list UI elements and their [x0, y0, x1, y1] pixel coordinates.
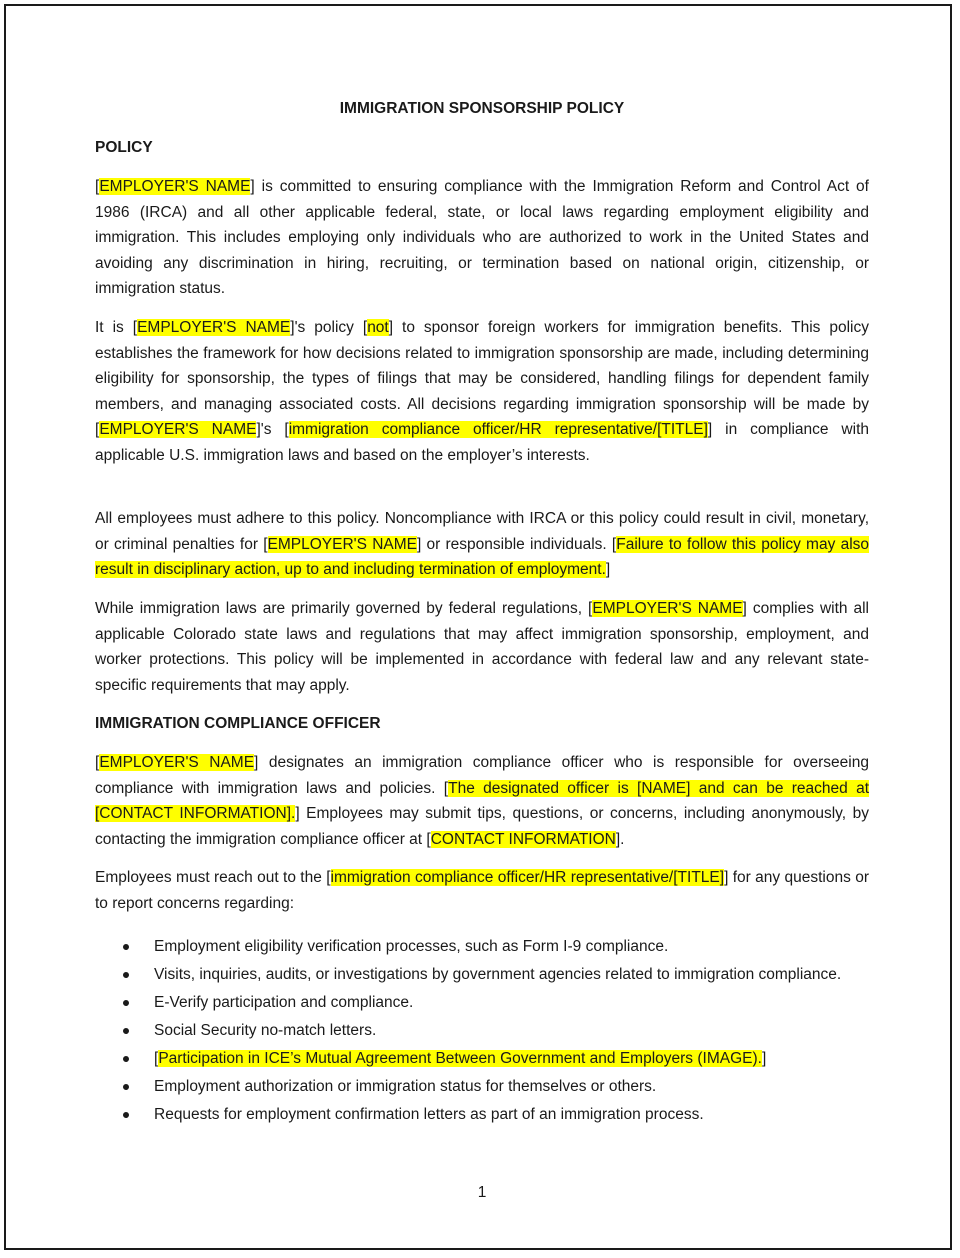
text: It is [: [95, 319, 138, 336]
placeholder-officer-title: immigration compliance officer/HR representative/[TITLE]: [288, 421, 708, 438]
policy-paragraph-4: [95, 596, 869, 698]
text: ] for any questions or to report concerns regarding:: [95, 869, 870, 912]
text: ] complies with all applicable Colorado state laws and regulations that may affect immigration sponsorship, employment, and worker protections. This policy will be implemented in accordance with federal law and any relevant state-specific requirements that may apply.: [95, 600, 869, 694]
list-item: [95, 1046, 869, 1072]
text: ] in compliance with applicable U.S. immigration laws and based on the employer’s interests.: [95, 421, 869, 464]
section-heading-policy: POLICY: [95, 139, 153, 156]
text: ]: [761, 1050, 767, 1067]
text: Employees must reach out to the [: [95, 869, 331, 886]
document-title: IMMIGRATION SPONSORSHIP POLICY: [339, 100, 625, 117]
list-item: Employment eligibility verification processes, such as Form I-9 compliance.: [95, 934, 869, 960]
list-item: E-Verify participation and compliance.: [95, 990, 869, 1016]
policy-paragraph-3: [95, 506, 869, 583]
placeholder-employer-name: EMPLOYER'S NAME: [592, 600, 743, 617]
placeholder-employer-name: EMPLOYER'S NAME: [137, 319, 291, 336]
placeholder-officer-title: immigration compliance officer/HR representative/[TITLE]: [330, 869, 725, 886]
placeholder-employer-name: EMPLOYER'S NAME: [99, 178, 251, 195]
list-item: Visits, inquiries, audits, or investigations by government agencies related to immigration compliance.: [95, 962, 869, 988]
placeholder-officer-contact: The designated officer is [NAME] and can be reached at [CONTACT INFORMATION].: [95, 779, 869, 822]
list-item: Requests for employment confirmation letters as part of an immigration process.: [95, 1102, 869, 1128]
placeholder-employer-name: EMPLOYER'S NAME: [267, 535, 417, 553]
text: ]'s policy [: [290, 319, 368, 336]
document-page: [4, 4, 952, 1250]
text: ].: [615, 830, 625, 848]
text: ] or responsible individuals. [: [416, 535, 617, 553]
placeholder-image-program: Participation in ICE’s Mutual Agreement Between Government and Employers (IMAGE).: [158, 1050, 762, 1067]
text: [: [95, 178, 100, 195]
placeholder-not: not: [367, 319, 389, 336]
text: ] is committed to ensuring compliance with the Immigration Reform and Control Act of 1986 (IRCA) and all other applicable federal, state, or local laws regarding employment eligibility and immigration. This includes employing only individuals who are authorized to work in the United States and avoiding any discrimination in hiring, recruiting, or termination based on national origin, citizenship, or immigration status.: [95, 178, 869, 297]
text: [: [95, 754, 100, 771]
placeholder-contact-information: CONTACT INFORMATION: [430, 830, 616, 848]
text: ] designates an immigration compliance officer who is responsible for overseeing compliance with immigration laws and policies. [: [95, 754, 869, 797]
placeholder-employer-name: EMPLOYER'S NAME: [99, 754, 255, 771]
placeholder-employer-name: EMPLOYER'S NAME: [99, 421, 257, 438]
policy-paragraph-1: [95, 174, 869, 302]
concerns-list: [95, 934, 869, 1130]
text: ] to sponsor foreign workers for immigration benefits. This policy establishes the framework for how decisions related to immigration sponsorship are made, including determining eligibility for sponsorship, the types of filings that may be considered, handling filings for dependent family members, and managing associated costs. All decisions regarding immigration sponsorship will be made by [: [95, 319, 869, 438]
text: [: [154, 1050, 159, 1067]
policy-paragraph-2: [95, 315, 869, 468]
list-item: Social Security no-match letters.: [95, 1018, 869, 1044]
text: ]: [605, 561, 611, 578]
text: All employees must adhere to this policy. Noncompliance with IRCA or this policy could result in civil, monetary, or criminal penalties for [: [95, 510, 869, 553]
page-number: 1: [477, 1184, 487, 1201]
text: While immigration laws are primarily governed by federal regulations, [: [95, 600, 593, 617]
list-item: Employment authorization or immigration status for themselves or others.: [95, 1074, 869, 1100]
text: ] Employees may submit tips, questions, or concerns, including anonymously, by contacting the immigration compliance officer at [: [95, 805, 869, 848]
officer-paragraph-1: [95, 750, 869, 852]
placeholder-discipline-clause: Failure to follow this policy may also result in disciplinary action, up to and including termination of employment.: [95, 535, 870, 578]
officer-paragraph-2: [95, 865, 869, 916]
section-heading-compliance-officer: IMMIGRATION COMPLIANCE OFFICER: [95, 715, 381, 732]
text: ]'s [: [256, 421, 289, 438]
